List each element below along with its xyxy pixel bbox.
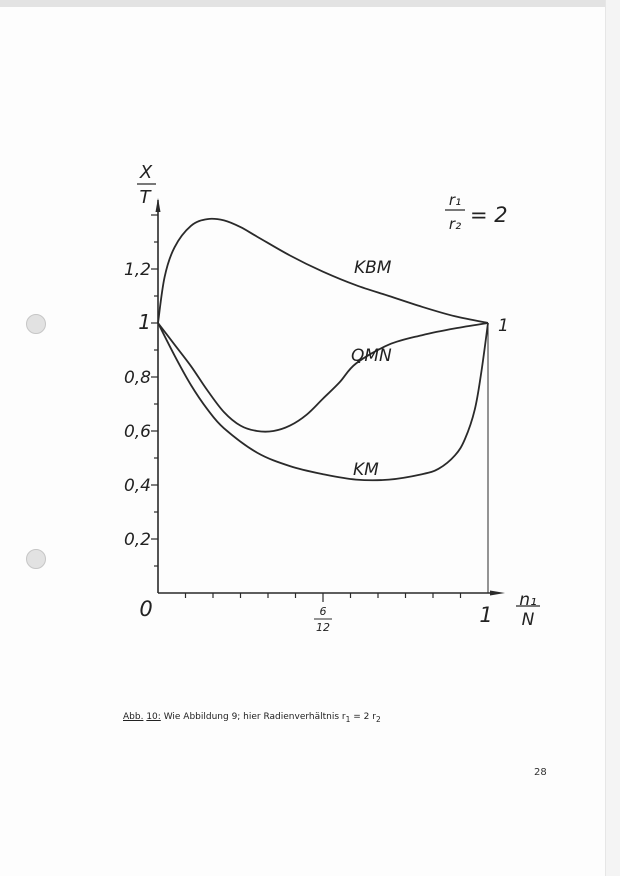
y-tick-label-0.4: 0,4 (123, 476, 151, 496)
y-minor-ticks (151, 215, 158, 566)
caption-sub1: 1 (345, 714, 351, 724)
x-tick-label-0: 0 (139, 597, 153, 621)
series-label-km: KM (353, 460, 379, 480)
ratio-label-numerator: r₁ (448, 191, 462, 209)
x-axis-arrow (490, 591, 505, 596)
x-axis-label-denominator: N (521, 610, 535, 630)
caption-text: Wie Abbildung 9; hier Radienverhältnis r (163, 712, 346, 722)
y-axis-arrow (156, 198, 161, 212)
caption-eq: = 2 r (350, 712, 376, 722)
caption-prefix: Abb. (123, 712, 144, 722)
series-line-km (158, 323, 488, 480)
caption-sub2: 2 (375, 714, 381, 724)
y-tick-label-1: 1 (138, 310, 151, 334)
y-tick-label-0.6: 0,6 (123, 422, 151, 442)
y-tick-labels (124, 260, 151, 550)
page-number: 28 (534, 767, 547, 778)
ratio-label-value: = 2 (470, 203, 508, 227)
axes (156, 198, 506, 596)
y-axis-label-denominator: T (139, 187, 151, 208)
caption-number: 10: (146, 712, 161, 722)
y-axis-label-numerator: X (139, 162, 153, 183)
x-minor-ticks (186, 593, 461, 602)
x-tick-label-half-numerator: 6 (319, 605, 327, 618)
x-tick-label-half-denominator: 12 (316, 621, 330, 634)
series-label-qmn: QMN (351, 346, 392, 366)
series-line-kbm (158, 219, 488, 323)
endpoint-label: 1 (498, 316, 509, 336)
x-tick-label-1: 1 (479, 603, 493, 627)
y-tick-label-1.2: 1,2 (123, 260, 151, 280)
y-tick-label-0.8: 0,8 (123, 368, 151, 388)
figure-caption (123, 712, 381, 724)
x-axis-label-numerator: n₁ (519, 590, 537, 610)
series-label-kbm: KBM (354, 258, 392, 278)
ratio-label-denominator: r₂ (448, 215, 462, 233)
y-tick-label-0.2: 0,2 (123, 530, 151, 550)
series-layer (158, 219, 488, 481)
series-line-qmn (158, 323, 488, 432)
